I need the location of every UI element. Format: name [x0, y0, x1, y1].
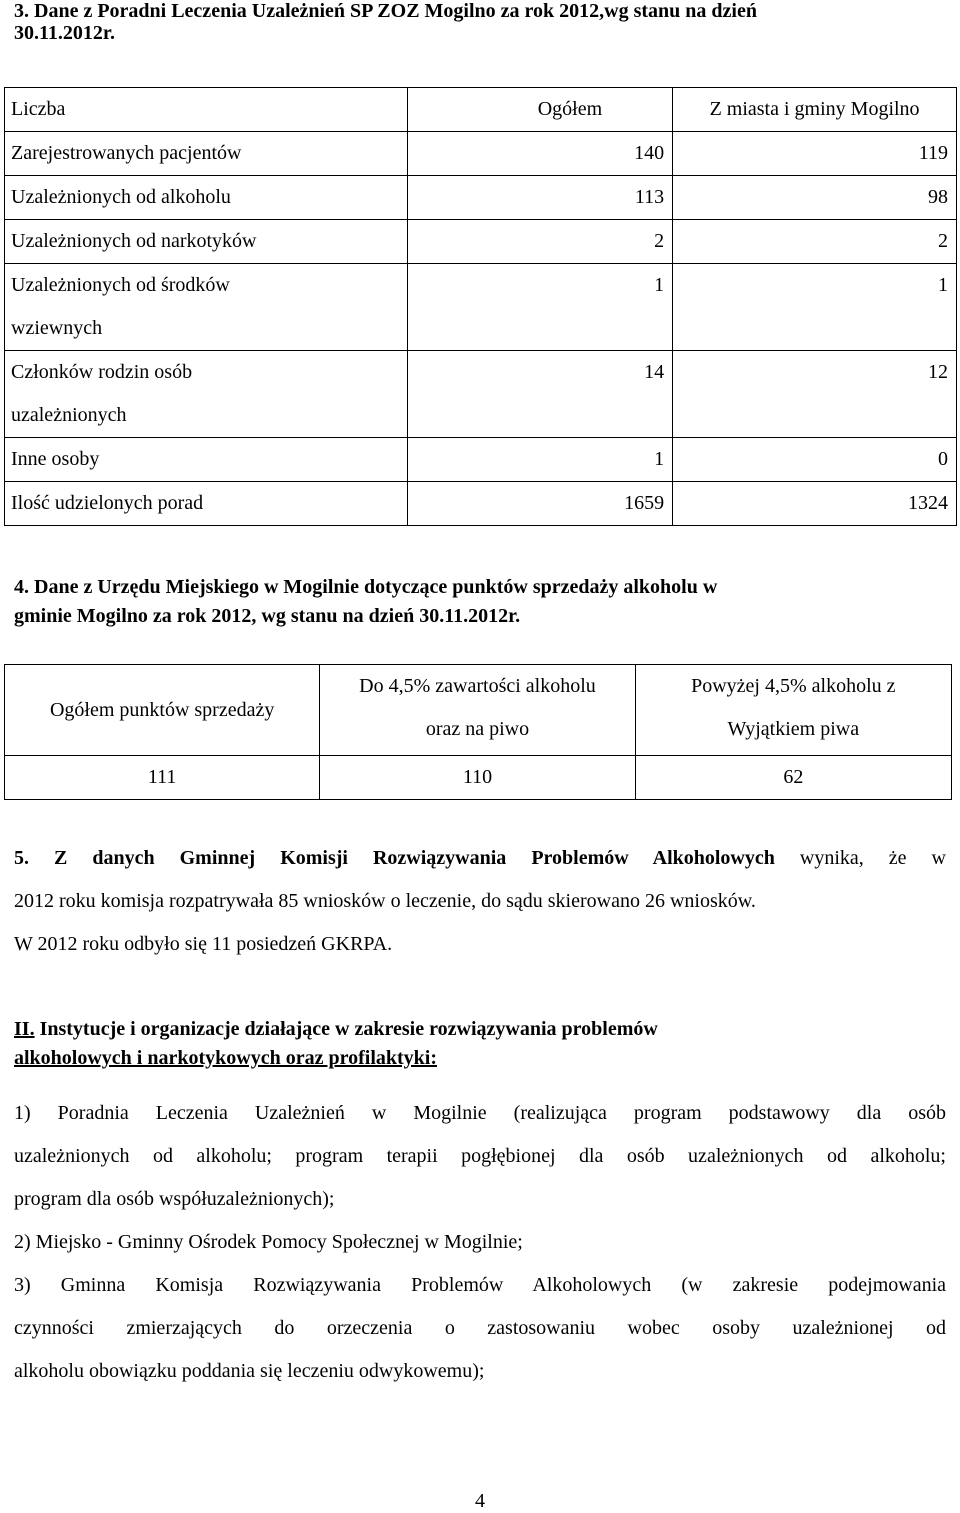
low-alcohol-value: 110 — [320, 756, 635, 800]
row-label-text-line2: uzależnionych — [11, 404, 127, 426]
row-total — [407, 264, 672, 351]
table-row — [5, 482, 957, 526]
header-liczba: Liczba — [11, 98, 66, 120]
section5-line1 — [14, 837, 946, 880]
list-item-1-line3: program dla osób współuzależnionych); — [14, 1188, 335, 1210]
section5-line1-rest: wynika, że w — [774, 847, 946, 869]
section5-line3: W 2012 roku odbyło się 11 posiedzeń GKRPA. — [14, 933, 393, 955]
list-item-2: 2) Miejsko - Gminny Ośrodek Pomocy Społecznej w Mogilnie; — [14, 1231, 523, 1253]
row-total-value: 1 — [654, 448, 665, 470]
row-total — [407, 176, 672, 220]
header-cell — [635, 665, 951, 756]
header-low-alcohol-line2: oraz na piwo — [425, 718, 530, 740]
row-total — [407, 220, 672, 264]
sectionII-heading — [14, 1015, 658, 1073]
row-total-value: 140 — [634, 142, 665, 164]
row-local — [673, 176, 957, 220]
section4-heading-line2: gminie Mogilno za rok 2012, wg stanu na dzień 30.11.2012r. — [14, 605, 521, 627]
row-label-text: Uzależnionych od narkotyków — [11, 230, 257, 252]
table-row — [5, 756, 952, 800]
header-low-alcohol-line1: Do 4,5% zawartości alkoholu — [359, 675, 596, 697]
row-label — [5, 438, 408, 482]
header-high-alcohol-line2: Wyjątkiem piwa — [727, 718, 860, 740]
high-alcohol-value: 62 — [635, 756, 951, 800]
table-row — [5, 351, 957, 438]
table-row — [5, 176, 957, 220]
row-total — [407, 132, 672, 176]
row-total-value: 1 — [654, 274, 665, 296]
row-local — [673, 482, 957, 526]
section5-bold: 5. Z danych Gminnej Komisji Rozwiązywania Problemów Alkoholowych — [14, 847, 775, 869]
list-item-3-line1: 3) Gminna Komisja Rozwiązywania Problemów Alkoholowych (w zakresie podejmowania — [14, 1274, 946, 1296]
sectionII-heading-line2: alkoholowych i narkotykowych oraz profilaktyki: — [14, 1047, 437, 1069]
row-local — [673, 220, 957, 264]
list-item-1-line1: 1) Poradnia Leczenia Uzależnień w Mogilnie (realizująca program podstawowy dla osób — [14, 1102, 946, 1124]
header-high-alcohol-line1: Powyżej 4,5% alkoholu z — [691, 675, 896, 697]
row-total-value: 1659 — [624, 492, 665, 514]
row-local-value: 1 — [938, 274, 948, 296]
row-total-value: 2 — [654, 230, 665, 252]
row-local — [673, 438, 957, 482]
section4-heading-line1: 4. Dane z Urzędu Miejskiego w Mogilnie dotyczące punktów sprzedaży alkoholu w — [14, 576, 718, 598]
sectionII-heading-line1 — [14, 1015, 658, 1044]
list-item-3-line3: alkoholu obowiązku poddania się leczeniu odwykowemu); — [14, 1360, 485, 1382]
sectionII-prefix: II. — [14, 1018, 35, 1040]
section3-heading-line1: 3. Dane z Poradni Leczenia Uzależnień SP ZOZ Mogilno za rok 2012,wg stanu na dzień — [14, 0, 757, 22]
header-cell — [673, 88, 957, 132]
total-points-value: 111 — [5, 756, 320, 800]
row-total-value: 14 — [644, 361, 665, 383]
row-total-value: 113 — [634, 186, 665, 208]
table-row — [5, 132, 957, 176]
header-mogilno: Z miasta i gminy Mogilno — [709, 98, 920, 120]
row-label — [5, 264, 408, 351]
row-total — [407, 351, 672, 438]
section5-paragraph — [14, 837, 946, 966]
row-label-text: Inne osoby — [11, 448, 100, 470]
section5-line2: 2012 roku komisja rozpatrywała 85 wniosków o leczenie, do sądu skierowano 26 wniosków. — [14, 890, 756, 912]
table-row — [5, 438, 957, 482]
row-local — [673, 264, 957, 351]
header-cell — [320, 665, 635, 756]
row-label-text: Uzależnionych od alkoholu — [11, 186, 231, 208]
table-row — [5, 220, 957, 264]
page-number: 4 — [475, 1490, 485, 1512]
list-item-3-line2: czynności zmierzających do orzeczenia o zastosowaniu wobec osoby uzależnionej od — [14, 1317, 946, 1339]
row-label-text: Ilość udzielonych porad — [11, 492, 204, 514]
list-item-1-line2: uzależnionych od alkoholu; program terapii pogłębionej dla osób uzależnionych od alkoholu; — [14, 1145, 946, 1167]
patients-table — [4, 87, 957, 526]
row-total — [407, 482, 672, 526]
row-label — [5, 220, 408, 264]
header-cell — [407, 88, 672, 132]
row-local — [673, 351, 957, 438]
row-local-value: 0 — [938, 448, 948, 470]
row-local-value: 2 — [938, 230, 948, 252]
section4-heading — [14, 573, 717, 631]
sectionII-heading-text: Instytucje i organizacje działające w zakresie rozwiązywania problemów — [34, 1018, 658, 1040]
row-label — [5, 132, 408, 176]
row-label-text-line2: wziewnych — [11, 317, 103, 339]
header-ogolem: Ogółem — [537, 98, 603, 120]
row-label-text: Zarejestrowanych pacjentów — [11, 142, 242, 164]
row-local-value: 98 — [928, 186, 948, 208]
header-cell — [5, 88, 408, 132]
row-label — [5, 351, 408, 438]
row-total — [407, 438, 672, 482]
row-local-value: 1324 — [908, 492, 948, 514]
row-local-value: 12 — [928, 361, 948, 383]
row-label — [5, 482, 408, 526]
section3-heading-line2: 30.11.2012r. — [14, 22, 115, 44]
row-label-text: Uzależnionych od środków — [11, 274, 230, 296]
institutions-list — [14, 1092, 946, 1393]
table-header-row — [5, 88, 957, 132]
header-cell — [5, 665, 320, 756]
sales-points-table — [4, 664, 952, 800]
row-local-value: 119 — [918, 142, 948, 164]
table-row — [5, 264, 957, 351]
header-total-points: Ogółem punktów sprzedaży — [49, 698, 275, 721]
row-local — [673, 132, 957, 176]
table-header-row — [5, 665, 952, 756]
row-label — [5, 176, 408, 220]
section3-heading — [14, 0, 757, 44]
row-label-text: Członków rodzin osób — [11, 361, 193, 383]
